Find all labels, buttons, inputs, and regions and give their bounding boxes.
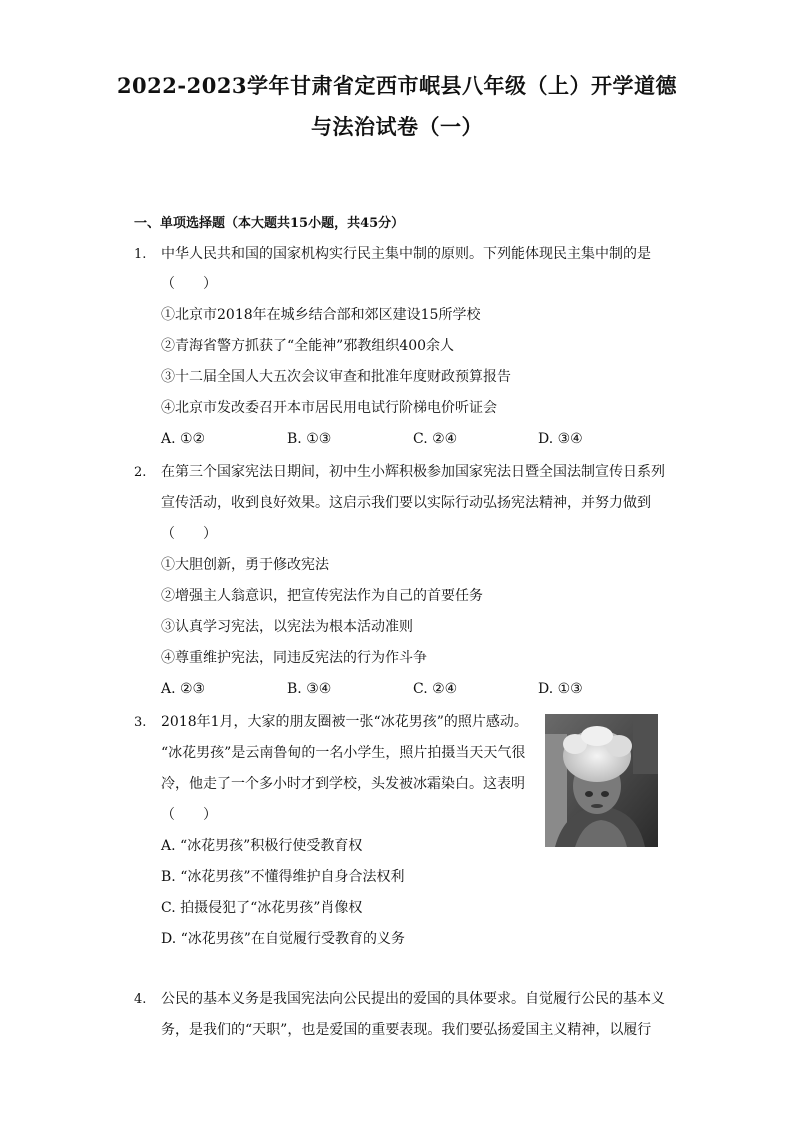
q1-option-c[interactable]: C. ②④: [413, 431, 458, 447]
q3-stem-line: “冰花男孩”是云南鲁甸的一名小学生，照片拍摄当天天气很: [161, 745, 526, 761]
q2-option-a[interactable]: A. ②③: [161, 681, 206, 697]
doc-title-line1: 2022-2023学年甘肃省定西市岷县八年级（上）开学道德: [116, 73, 678, 98]
q2-stem-line: 在第三个国家宪法日期间，初中生小辉积极参加国家宪法日暨全国法制宣传日系列: [161, 464, 665, 480]
q1-option-b[interactable]: B. ①③: [287, 431, 332, 447]
q3-option-c[interactable]: C. 拍摄侵犯了“冰花男孩”肖像权: [161, 900, 363, 916]
q1-stem-line: 中华人民共和国的国家机构实行民主集中制的原则。下列能体现民主集中制的是: [161, 246, 651, 262]
q2-stem-line: （ ）: [161, 526, 217, 542]
q2-statement: ②增强主人翁意识，把宣传宪法作为自己的首要任务: [161, 588, 483, 604]
q3-option-b[interactable]: B. “冰花男孩”不懂得维护自身合法权利: [161, 869, 405, 885]
q4-stem-line: 务，是我们的“天职”，也是爱国的重要表现。我们要弘扬爱国主义精神，以履行: [161, 1022, 652, 1038]
q3-stem-line: 2018年1月，大家的朋友圈被一张“冰花男孩”的照片感动。: [161, 714, 528, 730]
q2-option-b[interactable]: B. ③④: [287, 681, 332, 697]
q1-number: 1.: [134, 247, 147, 262]
q1-option-a[interactable]: A. ①②: [161, 431, 206, 447]
q3-option-d[interactable]: D. “冰花男孩”在自觉履行受教育的义务: [161, 931, 405, 947]
q1-statement: ②青海省警方抓获了“全能神”邪教组织400余人: [161, 338, 455, 354]
q1-stem-line: （ ）: [161, 276, 217, 292]
q4-stem-line: 公民的基本义务是我国宪法向公民提出的爱国的具体要求。自觉履行公民的基本义: [161, 991, 665, 1007]
q2-statement: ③认真学习宪法，以宪法为根本活动准则: [161, 619, 413, 635]
q3-stem-line: （ ）: [161, 807, 217, 823]
q2-statement: ①大胆创新，勇于修改宪法: [161, 557, 329, 573]
q4-number: 4.: [134, 992, 147, 1007]
ice-flower-boy-photo: [545, 714, 658, 847]
q1-statement: ④北京市发改委召开本市居民用电试行阶梯电价听证会: [161, 400, 497, 416]
q2-statement: ④尊重维护宪法，同违反宪法的行为作斗争: [161, 650, 427, 666]
q3-number: 3.: [134, 715, 147, 730]
q2-stem-line: 宣传活动，收到良好效果。这启示我们要以实际行动弘扬宪法精神，并努力做到: [161, 495, 651, 511]
doc-title-line2: 与法治试卷（一）: [311, 114, 483, 139]
q1-statement: ③十二届全国人大五次会议审查和批准年度财政预算报告: [161, 369, 511, 385]
q2-number: 2.: [134, 465, 147, 480]
q2-option-c[interactable]: C. ②④: [413, 681, 458, 697]
q1-statement: ①北京市2018年在城乡结合部和郊区建设15所学校: [161, 307, 481, 323]
q2-option-d[interactable]: D. ①③: [538, 681, 583, 697]
q3-option-a[interactable]: A. “冰花男孩”积极行使受教育权: [161, 838, 363, 854]
q3-stem-line: 冷，他走了一个多小时才到学校，头发被冰霜染白。这表明: [161, 776, 525, 792]
section-header: 一、单项选择题（本大题共15小题，共45分）: [134, 216, 405, 231]
q1-option-d[interactable]: D. ③④: [538, 431, 583, 447]
